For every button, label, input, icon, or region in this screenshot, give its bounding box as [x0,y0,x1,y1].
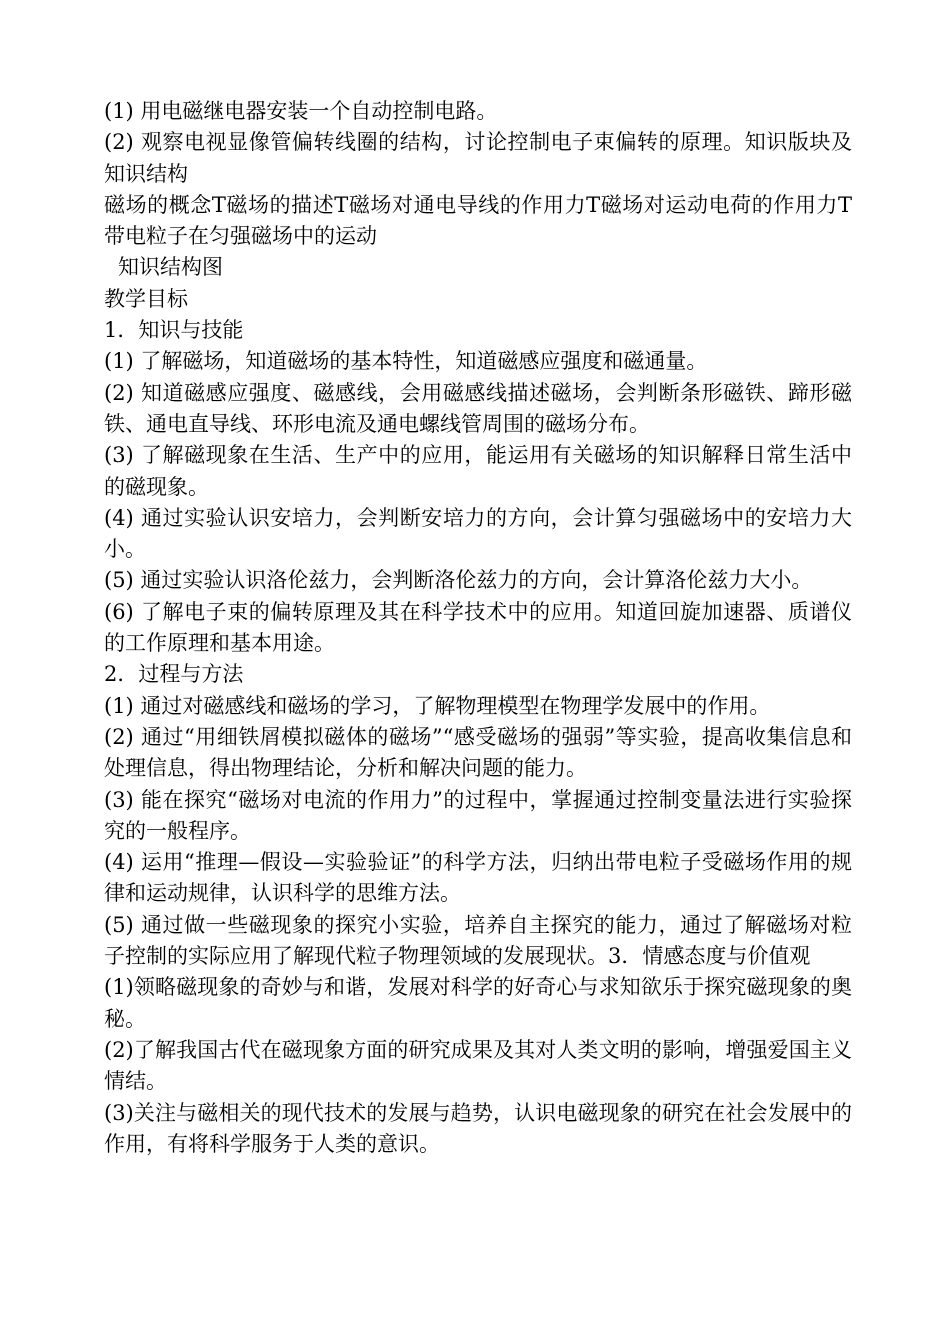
list-item: (2)了解我国古代在磁现象方面的研究成果及其对人类文明的影响，增强爱国主义情结。 [104,1037,852,1094]
list-item: (5) 通过做一些磁现象的探究小实验，培养自主探究的能力，通过了解磁场对粒子控制的实际应用了解现代粒子物理领域的发展现状。3．情感态度与价值观 [104,912,852,969]
list-item: (5) 通过实验认识洛伦兹力，会判断洛伦兹力的方向，会计算洛伦兹力大小。 [104,568,813,593]
section-1-heading: 1．知识与技能 [104,318,244,343]
section-2-heading: 2．过程与方法 [104,662,244,687]
knowledge-structure-heading: 知识结构图 [118,255,223,280]
list-item: (4) 运用“推理—假设—实验验证”的科学方法，归纳出带电粒子受磁场作用的规律和运动规律，认识科学的思维方法。 [104,850,852,906]
list-item: (3) 能在探究“磁场对电流的作用力”的过程中，掌握通过控制变量法进行实验探究的一般程序。 [104,787,852,843]
list-item: (2) 知道磁感应强度、磁感线，会用磁感线描述磁场，会判断条形磁铁、蹄形磁铁、通电直导线、环形电流及通电螺线管周围的磁场分布。 [104,380,852,436]
list-item: (2) 通过“用细铁屑模拟磁体的磁场”“感受磁场的强弱”等实验，提高收集信息和处理信息，得出物理结论，分析和解决问题的能力。 [104,724,852,781]
teaching-goals-heading: 教学目标 [104,286,188,311]
paragraph-2: (2) 观察电视显像管偏转线圈的结构，讨论控制电子束偏转的原理。知识版块及知识结构 [104,130,852,186]
list-item: (1) 了解磁场，知道磁场的基本特性，知道磁感应强度和磁通量。 [104,349,708,374]
document-body [104,96,852,1160]
paragraph-1: (1) 用电磁继电器安装一个自动控制电路。 [104,99,498,123]
list-item: (3) 了解磁现象在生活、生产中的应用，能运用有关磁场的知识解释日常生活中的磁现象。 [104,443,852,499]
list-item: (4) 通过实验认识安培力，会判断安培力的方向，会计算匀强磁场中的安培力大小。 [104,505,852,562]
list-item: (1)领略磁现象的奇妙与和谐，发展对科学的好奇心与求知欲乐于探究磁现象的奥秘。 [104,975,852,1031]
list-item: (3)关注与磁相关的现代技术的发展与趋势，认识电磁现象的研究在社会发展中的作用，有将科学服务于人类的意识。 [104,1100,852,1156]
list-item: (1) 通过对磁感线和磁场的学习，了解物理模型在物理学发展中的作用。 [104,693,771,718]
paragraph-knowledge-chain: 磁场的概念T磁场的描述T磁场对通电导线的作用力T磁场对运动电荷的作用力T带电粒子在匀强磁场中的运动 [104,192,852,249]
list-item: (6) 了解电子束的偏转原理及其在科学技术中的应用。知道回旋加速器、质谱仪的工作原理和基本用途。 [104,599,852,656]
